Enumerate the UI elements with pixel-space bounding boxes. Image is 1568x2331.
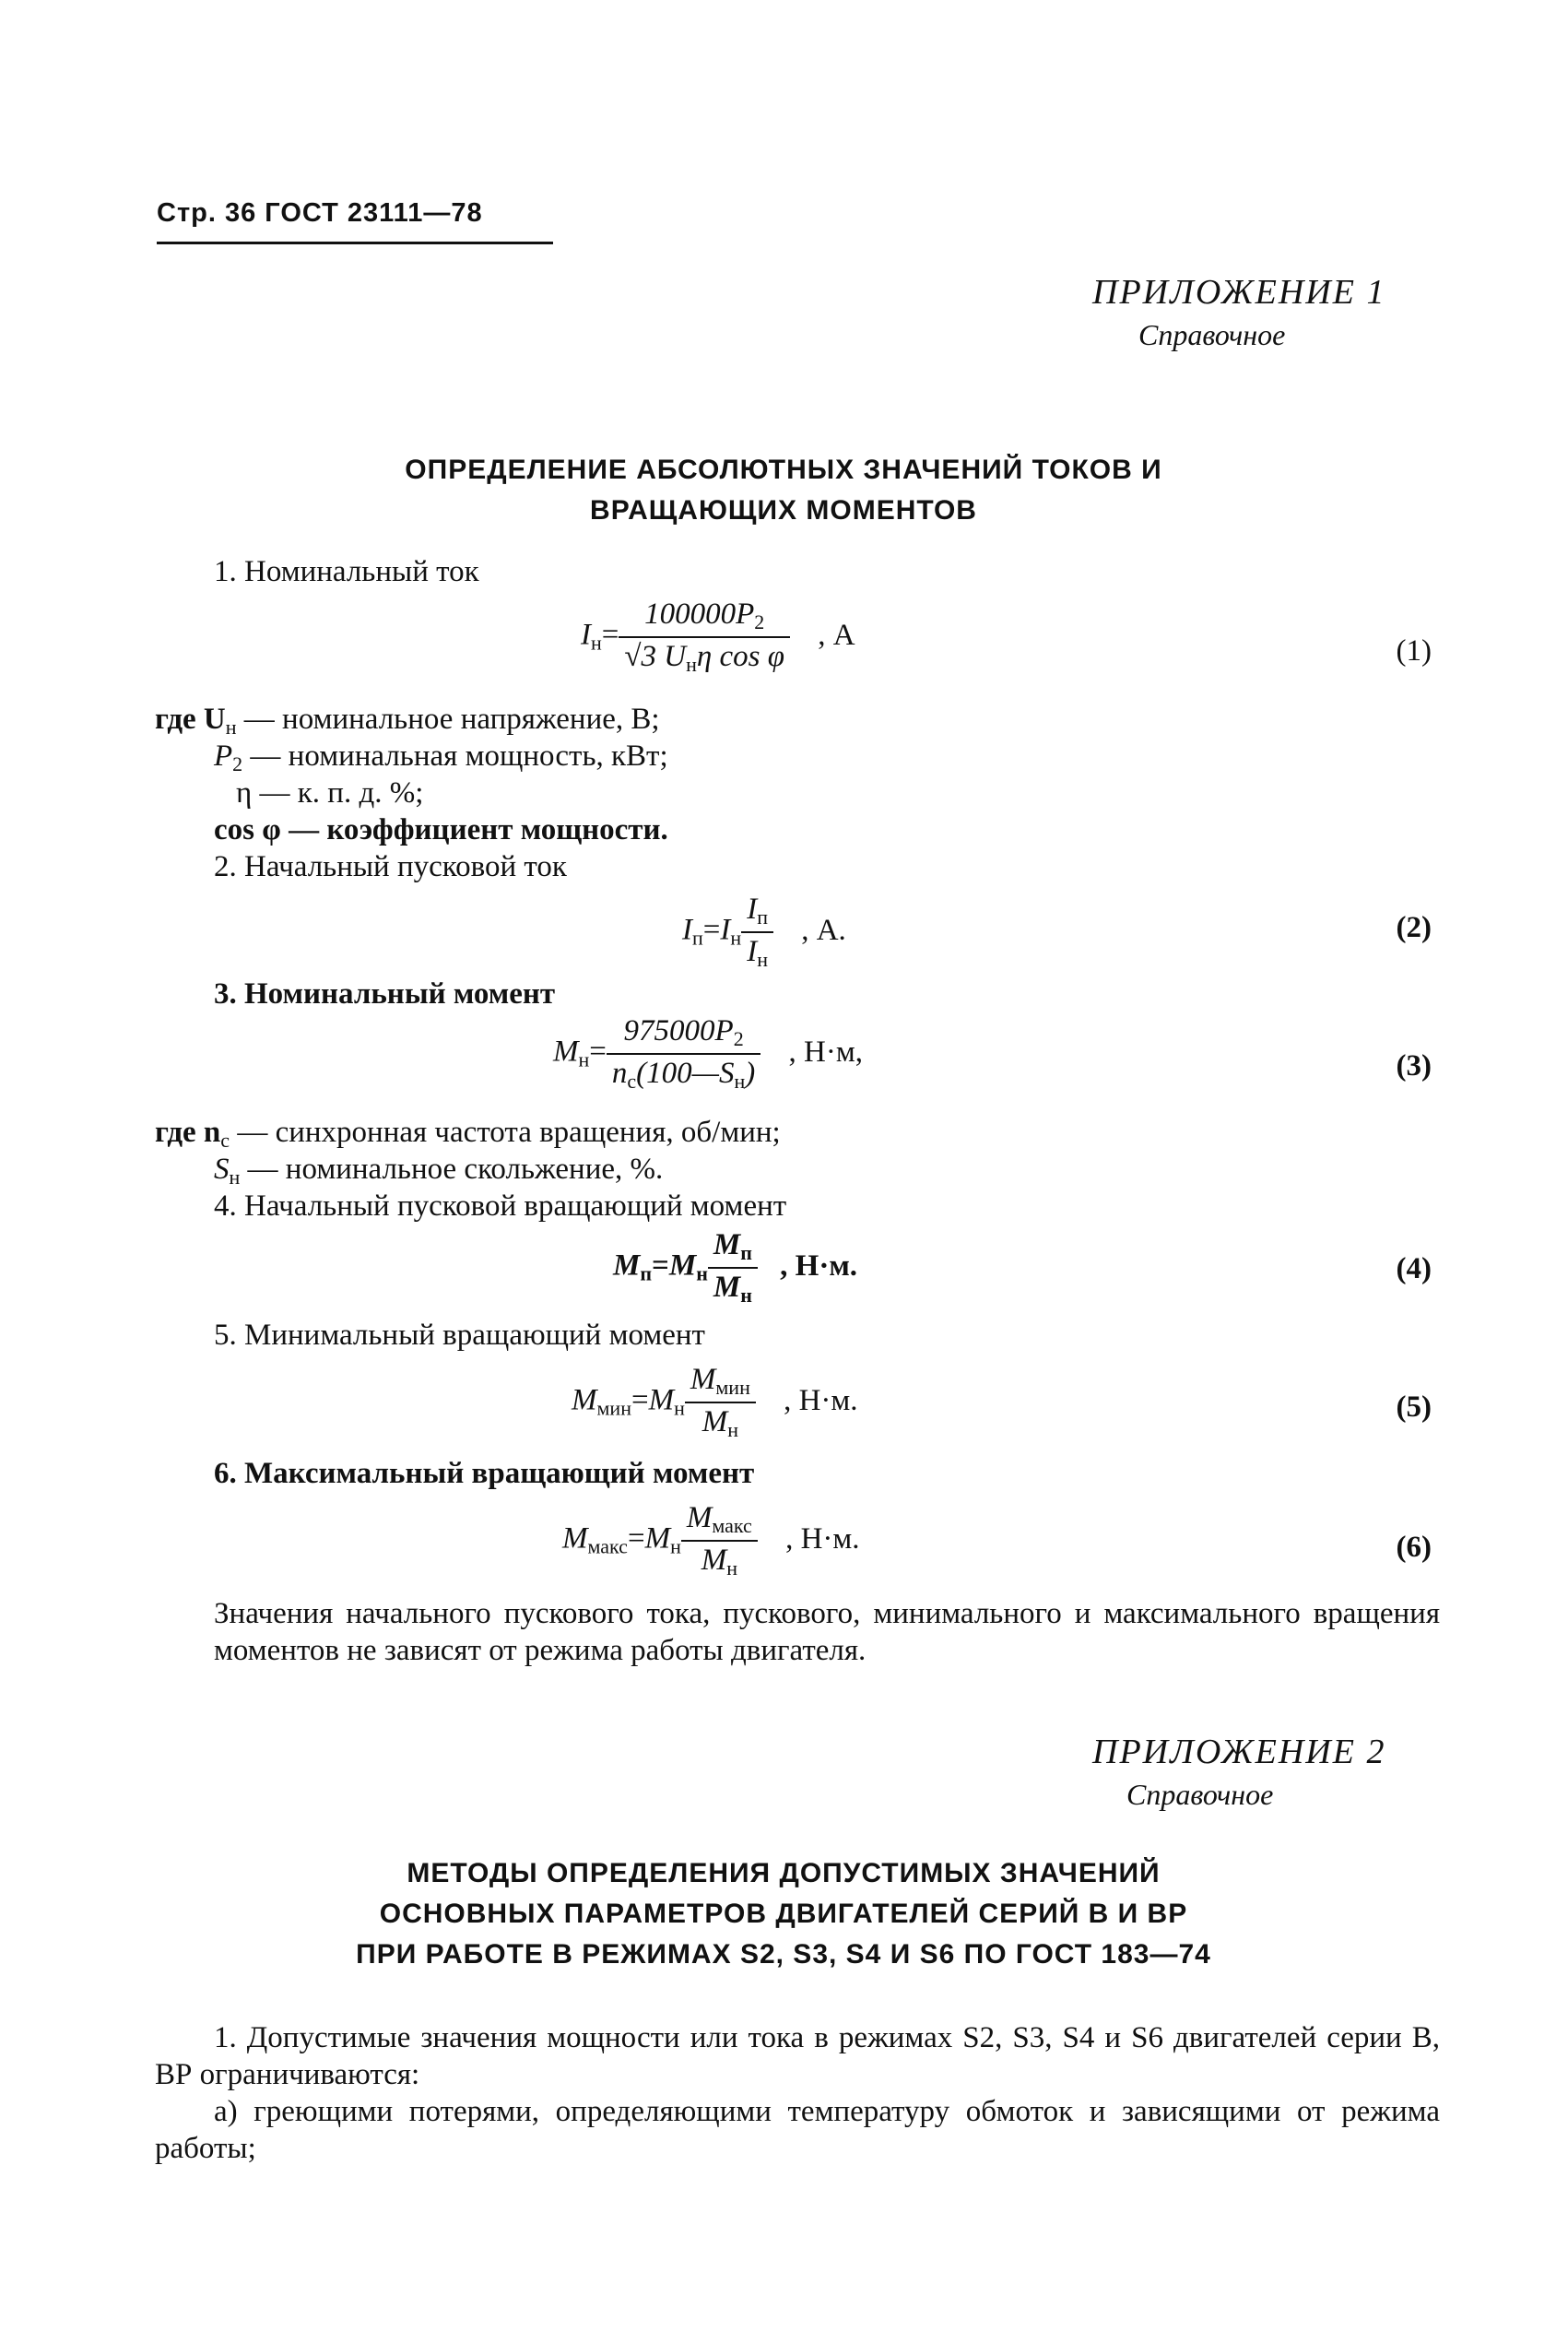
eq1-numerator: 100000P xyxy=(644,598,755,631)
page-header: Стр. 36 ГОСТ 23111—78 xyxy=(157,198,483,228)
eq5-mid: M xyxy=(648,1383,675,1417)
item-2: 2. Начальный пусковой ток xyxy=(214,850,567,883)
appendix-1-title-line2: ВРАЩАЮЩИХ МОМЕНТОВ xyxy=(590,495,977,526)
appendix-1-title xyxy=(230,450,1337,531)
where-3b-var: S xyxy=(214,1153,230,1186)
where-1b-var: P xyxy=(214,740,233,773)
where-1c: η — к. п. д. %; xyxy=(236,776,424,810)
eq3-denominator-sub: с xyxy=(627,1070,637,1093)
eq6-denominator: M xyxy=(701,1544,727,1577)
eq4-denominator-sub: н xyxy=(740,1284,752,1307)
appendix-2-label: ПРИЛОЖЕНИЕ 2 xyxy=(1092,1733,1386,1771)
equation-2: $I_п=I_н$ $\frac{I_п}{I_н}$ , А. xyxy=(682,893,846,971)
eq3-numerator-sub: 2 xyxy=(733,1027,744,1050)
equation-2-number: (2) xyxy=(1396,911,1432,944)
eq6-lhs: M xyxy=(562,1521,588,1556)
eq5-numerator: M xyxy=(690,1363,716,1396)
equation-4: $M_п=M_н$ $\frac{M_п}{M_н}$ , Н·м. xyxy=(613,1228,858,1307)
eq2-denominator: I xyxy=(747,935,758,968)
where-3b-text: — номинальное скольжение, %. xyxy=(240,1153,664,1186)
item-4: 4. Начальный пусковой вращающий момент xyxy=(214,1189,787,1223)
eq1-denominator-a: √3 U xyxy=(624,640,687,673)
eq1-fraction xyxy=(619,598,790,677)
eq1-unit: , А xyxy=(818,618,855,652)
item-5: 5. Минимальный вращающий момент xyxy=(214,1319,705,1352)
eq4-mid-sub: н xyxy=(696,1261,708,1285)
equation-4-number: (4) xyxy=(1396,1252,1432,1285)
eq5-denominator: M xyxy=(701,1405,728,1438)
eq3-lhs-sub: н xyxy=(578,1047,590,1071)
eq5-mid-sub: н xyxy=(674,1396,685,1420)
where-3a-sub: с xyxy=(220,1129,230,1152)
eq5-unit: , Н·м. xyxy=(784,1383,858,1417)
eq2-fraction xyxy=(741,893,773,972)
appendix-2-title xyxy=(230,1853,1337,1975)
eq4-numerator: M xyxy=(713,1228,741,1261)
equation-6-number: (6) xyxy=(1396,1531,1432,1564)
eq6-denominator-sub: н xyxy=(726,1556,737,1580)
eq5-lhs-sub: мин xyxy=(596,1396,631,1420)
eq1-lhs-sub: н xyxy=(591,631,602,655)
eq4-denominator: M xyxy=(713,1271,741,1304)
eq2-unit: , А. xyxy=(801,913,846,947)
appendix-2-para-2: а) греющими потерями, определяющими температуру обмоток и зависящими от режима работы; xyxy=(155,2095,1440,2165)
eq4-lhs: M xyxy=(613,1248,641,1283)
equation-3-number: (3) xyxy=(1396,1049,1432,1083)
equation-5-number: (5) xyxy=(1396,1390,1432,1424)
eq5-lhs: M xyxy=(572,1383,597,1417)
eq2-numerator: I xyxy=(747,893,758,926)
appendix-1-label: ПРИЛОЖЕНИЕ 1 xyxy=(1092,273,1386,312)
header-underline xyxy=(157,242,553,244)
where-1b-text: — номинальная мощность, кВт; xyxy=(242,740,668,773)
eq2-mid-sub: н xyxy=(730,926,742,950)
appendix-2-para-1: 1. Допустимые значения мощности или тока в режимах S2, S3, S4 и S6 двигателей серии В, ВР ограничиваются: xyxy=(155,2021,1440,2091)
equation-1: $I_н=$ $\frac{100000P_2}{√3 U_н\eta \cos \varphi}$ , А xyxy=(581,598,855,676)
equation-1-number: (1) xyxy=(1396,634,1432,668)
appendix-2-title-line2: ОСНОВНЫХ ПАРАМЕТРОВ ДВИГАТЕЛЕЙ СЕРИЙ В И ВР xyxy=(379,1899,1188,1929)
eq6-mid: M xyxy=(644,1521,671,1556)
eq4-numerator-sub: п xyxy=(740,1241,752,1264)
appendix-1-title-line1: ОПРЕДЕЛЕНИЕ АБСОЛЮТНЫХ ЗНАЧЕНИЙ ТОКОВ И xyxy=(405,455,1162,485)
appendix-2-title-line1: МЕТОДЫ ОПРЕДЕЛЕНИЯ ДОПУСТИМЫХ ЗНАЧЕНИЙ xyxy=(407,1858,1161,1888)
equation-6: $M_{макс}=M_н$ $\frac{M_{макс}}{M_н}$ , Н·м. xyxy=(562,1501,860,1580)
eq2-denominator-sub: н xyxy=(757,948,768,971)
equation-5: $M_{мин}=M_н$ $\frac{M_{мин}}{M_н}$ , Н·м. xyxy=(572,1363,858,1441)
where-1a-var: где U xyxy=(155,703,226,736)
item-1: 1. Номинальный ток xyxy=(214,555,479,588)
eq3-numerator: 975000P xyxy=(623,1014,734,1047)
appendix-1-note: Значения начального пускового тока, пускового, минимального и максимального вращения моментов не зависят от режима работы двигателя. xyxy=(214,1597,1440,1667)
eq3-denominator-a: n xyxy=(611,1057,628,1090)
where-1a-sub: н xyxy=(225,716,237,739)
where-3a-var: где n xyxy=(155,1116,221,1149)
eq3-denominator-b: (100—S xyxy=(636,1057,735,1090)
eq6-unit: , Н·м. xyxy=(785,1521,860,1556)
eq3-denominator-sub2: н xyxy=(734,1070,746,1093)
eq1-lhs: I xyxy=(581,618,591,652)
eq3-fraction xyxy=(607,1014,760,1094)
eq6-numerator-sub: макс xyxy=(712,1514,752,1537)
item-6: 6. Максимальный вращающий момент xyxy=(214,1457,755,1490)
eq6-numerator: M xyxy=(686,1501,713,1534)
item-3: 3. Номинальный момент xyxy=(214,977,556,1011)
eq4-unit: , Н·м. xyxy=(780,1248,858,1283)
equation-3: $M_н=$ $\frac{975000P_2}{n_с(100—S_н)}$ , Н·м, xyxy=(553,1014,864,1093)
appendix-2-title-line3: ПРИ РАБОТЕ В РЕЖИМАХ S2, S3, S4 И S6 ПО ГОСТ 183—74 xyxy=(356,1939,1211,1970)
eq2-lhs-sub: п xyxy=(692,926,703,950)
eq4-mid: M xyxy=(668,1248,697,1283)
eq4-fraction xyxy=(708,1228,758,1307)
eq3-lhs: M xyxy=(553,1035,579,1069)
where-1d: cos φ — коэффициент мощности. xyxy=(214,813,668,846)
where-3a-text: — синхронная частота вращения, об/мин; xyxy=(230,1116,781,1149)
appendix-1-type: Справочное xyxy=(1138,318,1286,351)
eq5-denominator-sub: н xyxy=(727,1418,738,1441)
eq2-numerator-sub: п xyxy=(757,905,768,929)
eq6-lhs-sub: макс xyxy=(587,1534,628,1558)
eq1-numerator-sub: 2 xyxy=(754,610,765,633)
eq5-fraction xyxy=(685,1363,756,1442)
where-1a-text: — номинальное напряжение, В; xyxy=(236,703,660,736)
where-3b-sub: н xyxy=(229,1166,241,1189)
eq6-mid-sub: н xyxy=(670,1534,681,1558)
eq2-lhs: I xyxy=(682,913,692,947)
eq5-numerator-sub: мин xyxy=(715,1376,750,1399)
where-1b-sub: 2 xyxy=(232,752,243,775)
eq3-denominator-c: ) xyxy=(745,1057,756,1090)
eq1-denominator-b: η cos φ xyxy=(696,640,785,673)
eq6-fraction xyxy=(681,1501,758,1580)
eq3-unit: , Н·м, xyxy=(788,1035,864,1069)
eq2-mid: I xyxy=(720,913,731,947)
appendix-2-type: Справочное xyxy=(1126,1778,1274,1811)
eq1-denominator-sub: н xyxy=(686,653,697,676)
eq4-lhs-sub: п xyxy=(640,1261,653,1285)
